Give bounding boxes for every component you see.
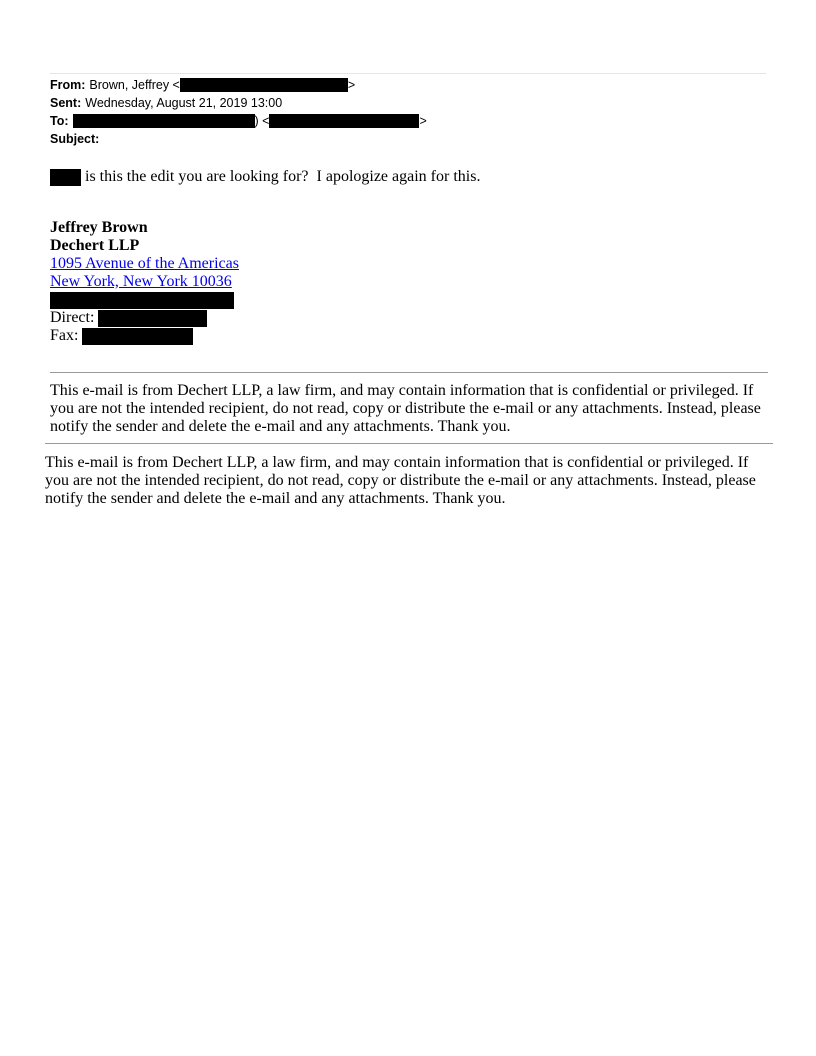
signature-firm: Dechert LLP <box>50 237 140 254</box>
to-row <box>50 112 427 130</box>
fax-label: Fax: <box>50 327 79 344</box>
disclaimer-divider-second <box>45 443 773 444</box>
address-line1-link[interactable]: 1095 Avenue of the Americas <box>50 255 239 272</box>
signature-firm-row <box>50 237 239 255</box>
from-close: > <box>347 78 356 92</box>
from-row <box>50 76 427 94</box>
address-line1-row <box>50 255 239 273</box>
redacted-line-row <box>50 291 239 309</box>
to-close: > <box>419 114 427 128</box>
signature-name: Jeffrey Brown <box>50 219 148 236</box>
signature-block <box>50 219 239 345</box>
from-email-redaction <box>180 78 348 92</box>
from-label: From: <box>50 78 86 92</box>
to-mid: ) < <box>254 114 270 128</box>
signature-line-redaction <box>50 292 234 309</box>
signature-name-row <box>50 219 239 237</box>
sent-value: Wednesday, August 21, 2019 13:00 <box>85 96 283 110</box>
email-header <box>50 76 427 148</box>
fax-row <box>50 327 239 345</box>
to-name-redaction <box>73 114 255 128</box>
header-top-rule <box>50 73 766 74</box>
message-body <box>50 168 480 186</box>
sent-label: Sent: <box>50 96 82 110</box>
disclaimer-text-repeat: This e-mail is from Dechert LLP, a law firm, and may contain information that is confidential or privileged. If you are not the intended recipient, do not read, copy or distribute the e-mail or any attachments. Instead, please notify the sender and delete the e-mail and any attachments. Thank you. <box>45 454 756 507</box>
disclaimer-divider <box>50 372 768 373</box>
address-line2-link[interactable]: New York, New York 10036 <box>50 273 232 290</box>
direct-label: Direct: <box>50 309 95 326</box>
from-value: Brown, Jeffrey < <box>89 78 180 92</box>
subject-row <box>50 130 427 148</box>
disclaimer-text: This e-mail is from Dechert LLP, a law firm, and may contain information that is confidential or privileged. If you are not the intended recipient, do not read, copy or distribute the e-mail or any attachments. Instead, please notify the sender and delete the e-mail and any attachments. Thank you. <box>50 382 761 435</box>
fax-number-redaction <box>82 328 193 345</box>
to-email-redaction <box>269 114 419 128</box>
recipient-name-redaction <box>50 169 81 186</box>
sent-row <box>50 94 427 112</box>
message-text: is this the edit you are looking for? I apologize again for this. <box>81 168 481 185</box>
address-line2-row <box>50 273 239 291</box>
subject-label: Subject: <box>50 132 100 146</box>
direct-row <box>50 309 239 327</box>
to-label: To: <box>50 114 69 128</box>
direct-phone-redaction <box>98 310 207 327</box>
